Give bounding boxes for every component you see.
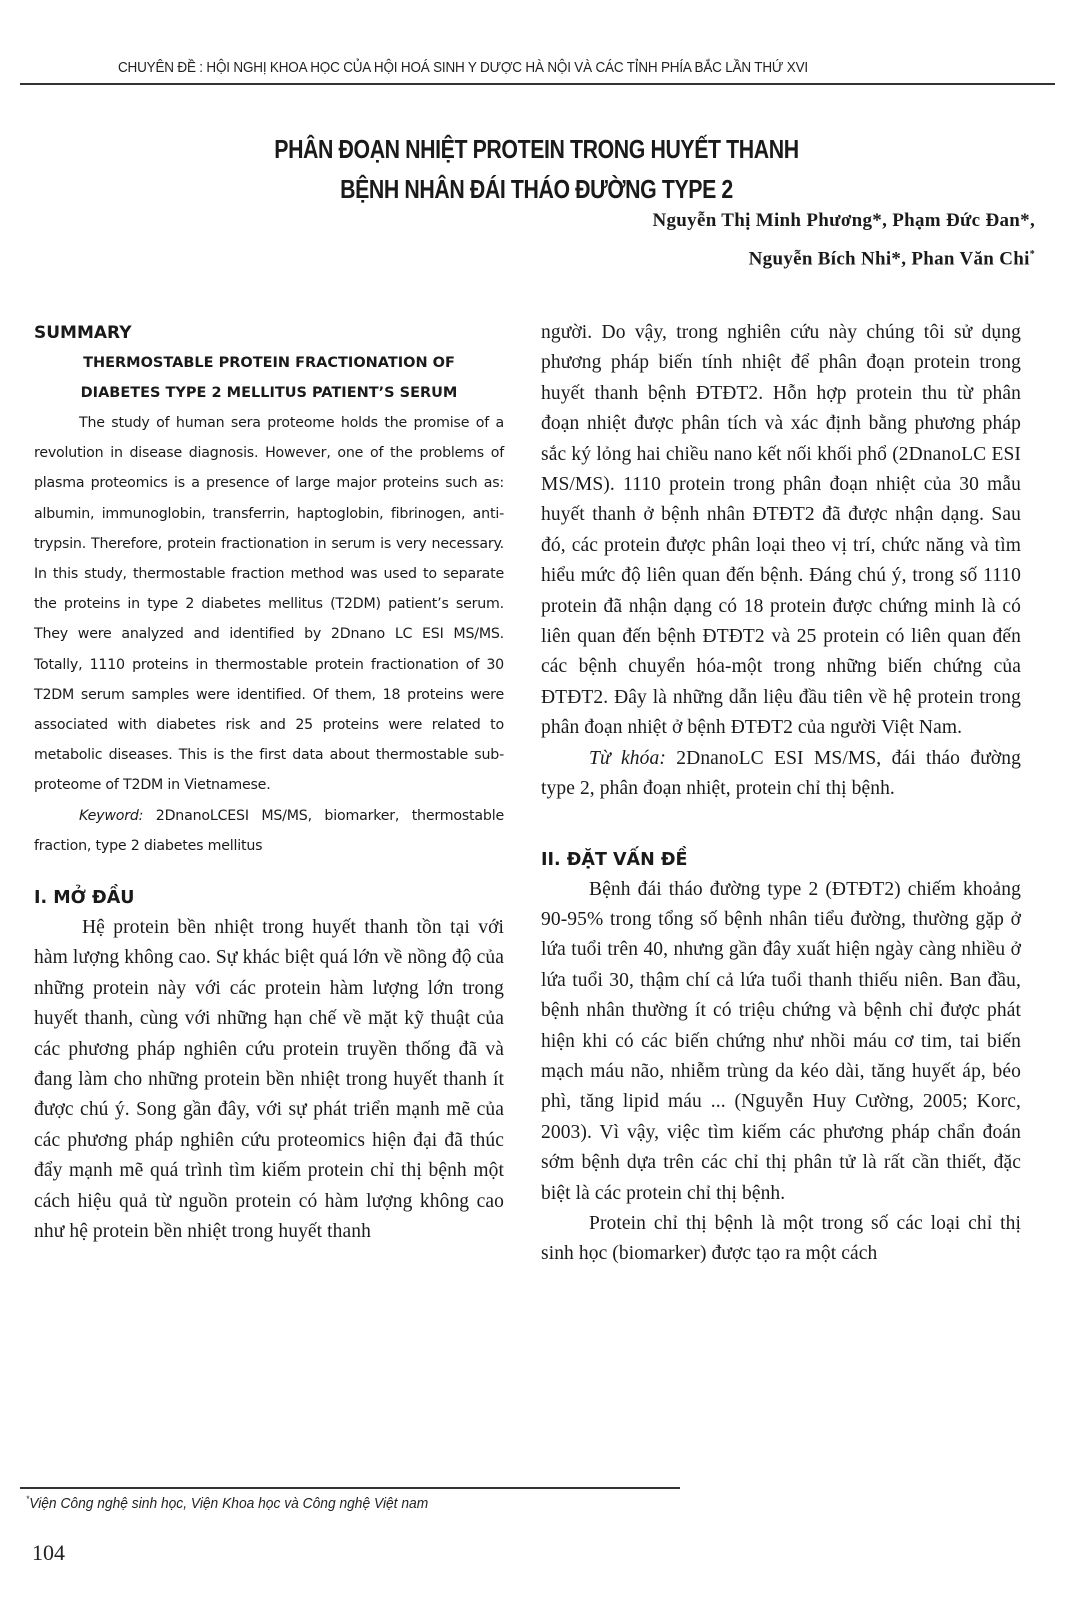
summary-keywords: Keyword: 2DnanoLCESI MS/MS, biomarker, thermostable fraction, type 2 diabetes mellitus	[34, 807, 504, 854]
affiliation-mark: *	[1029, 249, 1035, 260]
section-2-paragraph-2: Protein chỉ thị bệnh là một trong số các loại chỉ thị sinh học (biomarker) được tạo ra một cách	[541, 1212, 1021, 1265]
running-head: CHUYÊN ĐỀ : HỘI NGHỊ KHOA HỌC CỦA HỘI HOÁ SINH Y DƯỢC HÀ NỘI VÀ CÁC TỈNH PHÍA BẮC LẦN THỨ XVI	[118, 60, 808, 76]
affiliation-footnote: *Viện Công nghệ sinh học, Viện Khoa học và Công nghệ Việt nam	[26, 1494, 429, 1512]
section-1-continuation: người. Do vậy, trong nghiên cứu này chúng tôi sử dụng phương pháp biến tính nhiệt để phân đoạn protein trong huyết thanh bệnh ĐTĐT2. Hỗn hợp protein thu từ phân đoạn nhiệt được phân tích và xác định bằng phương pháp sắc ký lỏng hai chiều nano kết nối khối phổ (2DnanoLC ESI MS/MS). 1110 protein trong phân đoạn nhiệt của 30 mẫu huyết thanh ở bệnh nhân ĐTĐT2 đã được nhận dạng. Sau đó, các protein được phân loại theo vị trí, chức năng và tìm hiểu mức độ liên quan đến bệnh. Đáng chú ý, trong số 1110 protein đã nhận dạng có 18 protein được chứng minh là có liên quan đến bệnh ĐTĐT2 và 25 protein có liên quan đến các bệnh chuyển hóa-một trong những biến chứng của ĐTĐT2. Đây là những dẫn liệu đầu tiên về hệ protein trong phân đoạn nhiệt ở bệnh ĐTĐT2 của người Việt Nam.	[541, 322, 1021, 739]
title-line-2: BỆNH NHÂN ĐÁI THÁO ĐƯỜNG TYPE 2	[340, 174, 733, 205]
summary-heading: SUMMARY	[34, 323, 132, 343]
section-1-keywords: Từ khóa: 2DnanoLC ESI MS/MS, đái tháo đường type 2, phân đoạn nhiệt, protein chỉ thị bệnh.	[541, 747, 1022, 800]
authors-line-1: Nguyễn Thị Minh Phương*, Phạm Đức Đan*,	[652, 210, 1035, 231]
section-2-heading: II. ĐẶT VẤN ĐỀ	[541, 849, 688, 870]
section-1-heading: I. MỞ ĐẦU	[34, 888, 135, 909]
paper-title	[0, 129, 1073, 209]
authors-line-2: Nguyễn Bích Nhi*, Phan Văn Chi*	[748, 248, 1035, 270]
keyword-label-vi: Từ khóa:	[589, 747, 666, 769]
summary-title-line-2: DIABETES TYPE 2 MELLITUS PATIENT’S SERUM	[80, 385, 458, 401]
header-rule	[20, 83, 1055, 85]
right-column	[541, 318, 1021, 1270]
section-1-paragraph: Hệ protein bền nhiệt trong huyết thanh tồn tại với hàm lượng không cao. Sự khác biệt quá lớn về nồng độ của những protein này với các protein hàm lượng lớn trong huyết thanh, cùng với những hạn chế về mặt kỹ thuật của các phương pháp nghiên cứu protein truyền thống đã và đang làm cho những protein bền nhiệt trong huyết thanh ít được chú ý. Song gần đây, với sự phát triển mạnh mẽ của các phương pháp nghiên cứu proteomics hiện đại đã thúc đẩy mạnh mẽ quá trình tìm kiếm protein chỉ thị bệnh một cách hiệu quả từ nguồn protein có hàm lượng không cao như hệ protein bền nhiệt trong huyết thanh	[34, 917, 504, 1243]
page-number: 104	[32, 1540, 65, 1565]
keyword-label: Keyword:	[79, 807, 144, 824]
summary-abstract: The study of human sera proteome holds the promise of a revolution in disease diagnosis. However, one of the problems of plasma proteomics is a presence of large major proteins such as: albumin, immunoglobin, transferrin, haptoglobin, fibrinogen, anti-trypsin. Therefore, protein fractionation in serum is very necessary. In this study, thermostable fraction method was used to separate the proteins in type 2 diabetes mellitus (T2DM) patient’s serum. They were analyzed and identified by 2Dnano LC ESI MS/MS. Totally, 1110 proteins in thermostable protein fractionation of 30 T2DM serum samples were identified. Of them, 18 proteins were associated with diabetes risk and 25 proteins were related to metabolic diseases. This is the first data about thermostable sub-proteome of T2DM in Vietnamese.	[34, 415, 504, 794]
left-column	[34, 318, 504, 1248]
title-line-1: PHÂN ĐOẠN NHIỆT PROTEIN TRONG HUYẾT THANH	[274, 134, 799, 165]
footnote-rule	[20, 1487, 680, 1489]
section-2-paragraph-1: Bệnh đái tháo đường type 2 (ĐTĐT2) chiếm khoảng 90-95% trong tổng số bệnh nhân tiểu đường, thường gặp ở lứa tuổi trên 40, nhưng gần đây xuất hiện ngày càng nhiều ở lứa tuổi 30, thậm chí cả lứa tuổi thanh thiếu niên. Ban đầu, bệnh nhân thường ít có triệu chứng và bệnh chỉ được phát hiện khi có các biến chứng như nhồi máu cơ tim, tai biến mạch máu não, nhiễm trùng da kéo dài, tăng huyết áp, béo phì, tăng lipid máu ... (Nguyễn Huy Cường, 2005; Korc, 2003). Vì vậy, việc tìm kiếm các phương pháp chẩn đoán sớm bệnh dựa trên các chỉ thị phân tử là rất cần thiết, đặc biệt là các protein chỉ thị bệnh.	[541, 878, 1021, 1204]
author-list	[652, 204, 1035, 276]
summary-title-line-1: THERMOSTABLE PROTEIN FRACTIONATION OF	[83, 355, 455, 371]
